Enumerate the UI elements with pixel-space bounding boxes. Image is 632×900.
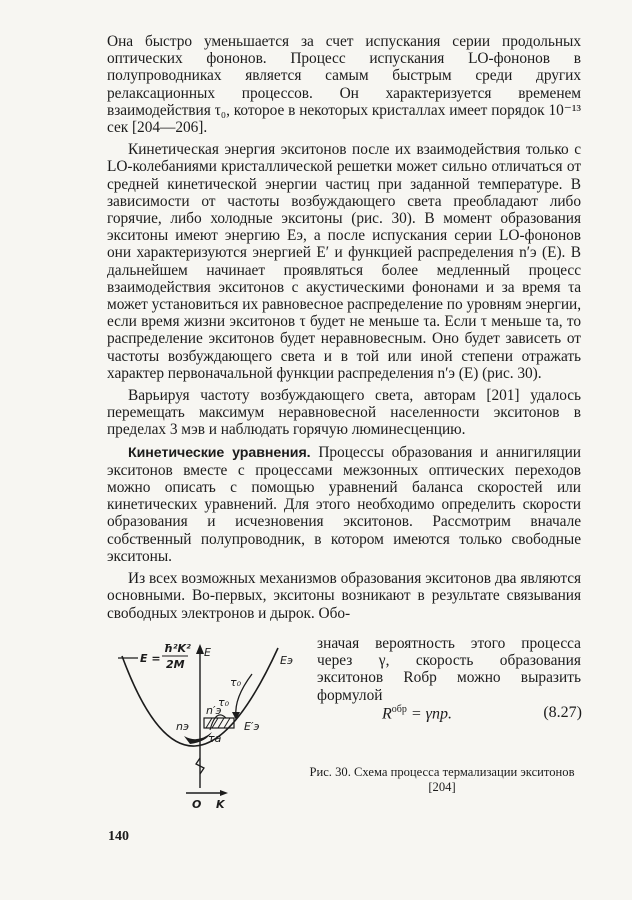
- equation-superscript: обр: [391, 704, 407, 715]
- label-Ee-prime: E′э: [244, 720, 260, 733]
- thermalization-diagram: [112, 640, 312, 820]
- page-number: 140: [108, 829, 129, 844]
- figure-caption: Рис. 30. Схема процесса термализации экситонов [204]: [309, 765, 575, 794]
- paragraph-5-cont: значая вероятность этого процесса через γ, скорость образования экситонов Rобр можно выразить формулой: [317, 635, 581, 704]
- dispersion-denominator: 2M: [166, 658, 185, 671]
- equation-8-27: [382, 704, 582, 726]
- equation-lhs: R: [382, 705, 392, 723]
- figure-30-diagram: [112, 640, 312, 820]
- hatching-hot: [206, 718, 230, 728]
- label-tau0: τ₀: [230, 676, 242, 689]
- paragraph-4-body: Процессы образования и аннигиляции экситонов вместе с процессами межзонных оптических переходов можно описать с помощью уравнений баланса скоростей или кинетических уравнений. Для этого необходимо определить скорости образования и исчезновения экситонов. Рассмотрим вначале собственный полупроводник, в котором имеются только свободные экситоны.: [107, 443, 581, 565]
- paragraph-3: Варьируя частоту возбуждающего света, авторам [201] удалось перемещать максимум неравновесной населенности экситонов в пределах 3 мэв и наблюдать горячую люминесценцию.: [107, 387, 581, 439]
- paragraph-5: Из всех возможных механизмов образования экситонов два являются основными. Во-первых, экситоны возникают в результате связывания свободных электронов и дырок. Обо-: [107, 570, 581, 622]
- paragraph-2: Кинетическая энергия экситонов после их взаимодействия только с LO-колебаниями кристаллической решетки может сильно отличаться от средней кинетической энергии частиц при заданной температуре. В зависимости от частоты возбуждающего света преобладают либо горячие, либо холодные экситоны (рис. 30). В момент образования экситоны имеют энергию Eэ, а после испускания серии LO-фононов они характеризуются энергией E′ и функцией распределения n′э (E). В дальнейшем начинает проявляться более медленный процесс взаимодействия экситонов с акустическими фононами и за время τа может установиться их равновесное распределение по уровням энергии, если время жизни экситонов τ будет не меньше τа. Если τ меньше τа, то распределение экситонов будет неравновесным. Оно будет зависеть от частоты возбуждающего света и в той или иной степени отражать характер первоначальной функции распределения n′э (E) (рис. 30).: [107, 141, 581, 382]
- equation-rhs: = γnp.: [406, 705, 452, 723]
- section-heading: Кинетические уравнения.: [128, 444, 311, 461]
- paragraph-5-continuation: [317, 635, 581, 704]
- main-text-block: [107, 33, 581, 622]
- label-ne-prime: n′э: [206, 704, 222, 717]
- label-Ee: Eэ: [280, 654, 293, 667]
- label-tau-a: τа: [208, 732, 222, 745]
- paragraph-4: [107, 444, 581, 565]
- equation-formula: [382, 704, 452, 723]
- label-ne: nэ: [176, 720, 190, 733]
- origin-label: O: [192, 798, 202, 811]
- axis-K-label: K: [216, 798, 225, 811]
- paragraph-1: Она быстро уменьшается за счет испускания серии продольных оптических фононов. Процесс испускания LO-фононов в полупроводниках является самым быстрым среди других релаксационных процессов. Он характеризуется временем взаимодействия τ₀, которое в некоторых кристаллах имеет порядок 10⁻¹³ сек [204—206].: [107, 33, 581, 137]
- dispersion-numerator: ħ²K²: [164, 642, 191, 655]
- momentum-axis-arrow-icon: [220, 790, 228, 796]
- axis-E-label: E: [204, 646, 211, 659]
- energy-axis-arrow-icon: [196, 644, 204, 654]
- label-tau0-second: τ₀: [218, 696, 230, 709]
- dispersion-label-prefix: E =: [140, 652, 161, 665]
- equation-number: (8.27): [543, 704, 582, 721]
